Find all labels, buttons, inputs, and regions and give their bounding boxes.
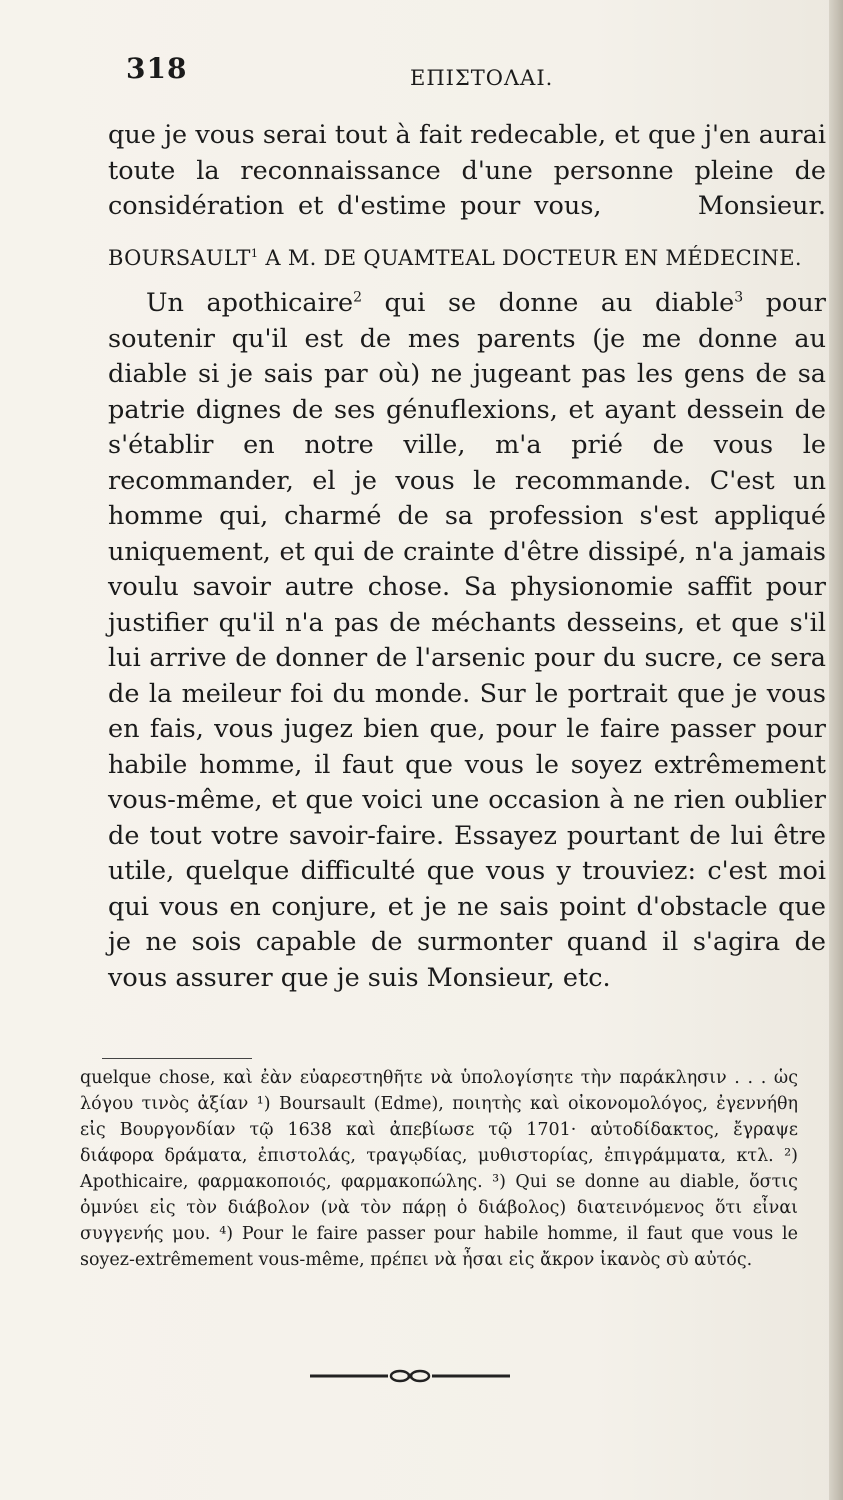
footnote-1: Boursault (Edme), ποιητὴς καὶ οἰκονομολόγος, ἐγεννήθη εἰς Βουργονδίαν τῷ 1638 καὶ ἀπεβίωσε τῷ 1701· αὐτοδίδακτος, ἔγραψε διάφορα δράματα, ἐπιστολάς, τραγῳδίας, μυθιστορίας, ἐπιγράμματα, κτλ. bbox=[80, 1094, 798, 1166]
continuation-text: que je vous serai tout à fait redecable, et que j'en aurai toute la reconnaissance d'une personne pleine de considération et d'estime pour vous, bbox=[108, 120, 826, 221]
letter-text-a: Un apothicaire bbox=[146, 288, 354, 318]
letter-body bbox=[108, 286, 826, 996]
footnote-marker-2: 2 bbox=[353, 289, 362, 306]
heading-footnote-marker: 1 bbox=[250, 245, 259, 260]
letter-text-b: qui se donne au diable bbox=[362, 288, 735, 318]
footnote-3-marker: ³) bbox=[492, 1172, 506, 1192]
salutation: Monsieur. bbox=[697, 191, 826, 221]
body-text bbox=[108, 118, 826, 996]
page-edge bbox=[829, 0, 843, 1500]
footnote-2: Apothicaire, φαρμακοποιός, φαρμακοπώλης. bbox=[80, 1172, 483, 1192]
footnotes bbox=[80, 1058, 798, 1273]
footnote-continuation: quelque chose, καὶ ἐὰν εὐαρεστηθῆτε νὰ ὑπολογίσητε τὴν παράκλησιν . . . ὡς λόγου τινὸς ἀξίαν bbox=[80, 1068, 798, 1114]
footnote-block bbox=[80, 1065, 798, 1273]
ornament-divider-icon bbox=[310, 1366, 510, 1386]
running-head: ΕΠΙΣΤΟΛΑΙ. bbox=[410, 66, 554, 90]
heading-recipient: A M. DE QUAMTEAL DOCTEUR EN MÉDECINE. bbox=[258, 245, 802, 270]
footnote-4: Pour le faire passer pour habile homme, il faut que vous le soyez-extrêmement vous-même, πρέπει νὰ ἦσαι εἰς ἄκρον ἱκανὸς σὺ αὐτός. bbox=[80, 1224, 798, 1270]
continuation-paragraph bbox=[108, 118, 826, 225]
footnote-2-marker: ²) bbox=[784, 1146, 798, 1166]
footnote-marker-3: 3 bbox=[734, 289, 744, 306]
footnote-4-marker: ⁴) bbox=[219, 1224, 234, 1244]
page-header bbox=[60, 52, 800, 92]
letter-text-c: pour soutenir qu'il est de mes parents (je me donne au diable si je sais par où) ne jugeant pas les gens de sa patrie dignes de ses génuflexions, et ayant dessein de s'établir en notre ville, m'a prié de vous le recommander, el je vous le recommande. C'est un homme qui, charmé de sa profession s'est appliqué uniquement, et qui de crainte d'être dissipé, n'a jamais voulu savoir autre chose. Sa physionomie saffit pour justifier qu'il n'a pas de méchants desseins, et que s'il lui arrive de donner de l'arsenic pour du sucre, ce sera de la meileur foi du monde. Sur le portrait que je vous en fais, vous jugez bien que, pour le faire passer pour habile homme, il faut que vous le soyez extrêmement vous-même, et que voici une occasion à ne rien oublier de tout votre savoir-faire. Essayez pourtant de lui être utile, quelque difficulté que vous y trouviez: c'est moi qui vous en conjure, et je ne sais point d'obstacle que je ne sois capable de surmonter quand il s'agira de vous assurer que je suis Monsieur, etc. bbox=[108, 288, 826, 993]
footnote-1-marker: ¹) bbox=[256, 1094, 271, 1114]
page-number: 318 bbox=[126, 52, 188, 85]
letter-heading bbox=[108, 241, 826, 277]
footnote-3: Qui se donne au diable, ὅστις ὀμνύει εἰς τὸν διάβολον (νὰ τὸν πάρῃ ὁ διάβολος) διατεινόμενος ὅτι εἶναι συγγενής μου. bbox=[80, 1172, 798, 1244]
footnote-rule bbox=[102, 1058, 252, 1059]
heading-author: BOURSAULT bbox=[108, 245, 251, 270]
